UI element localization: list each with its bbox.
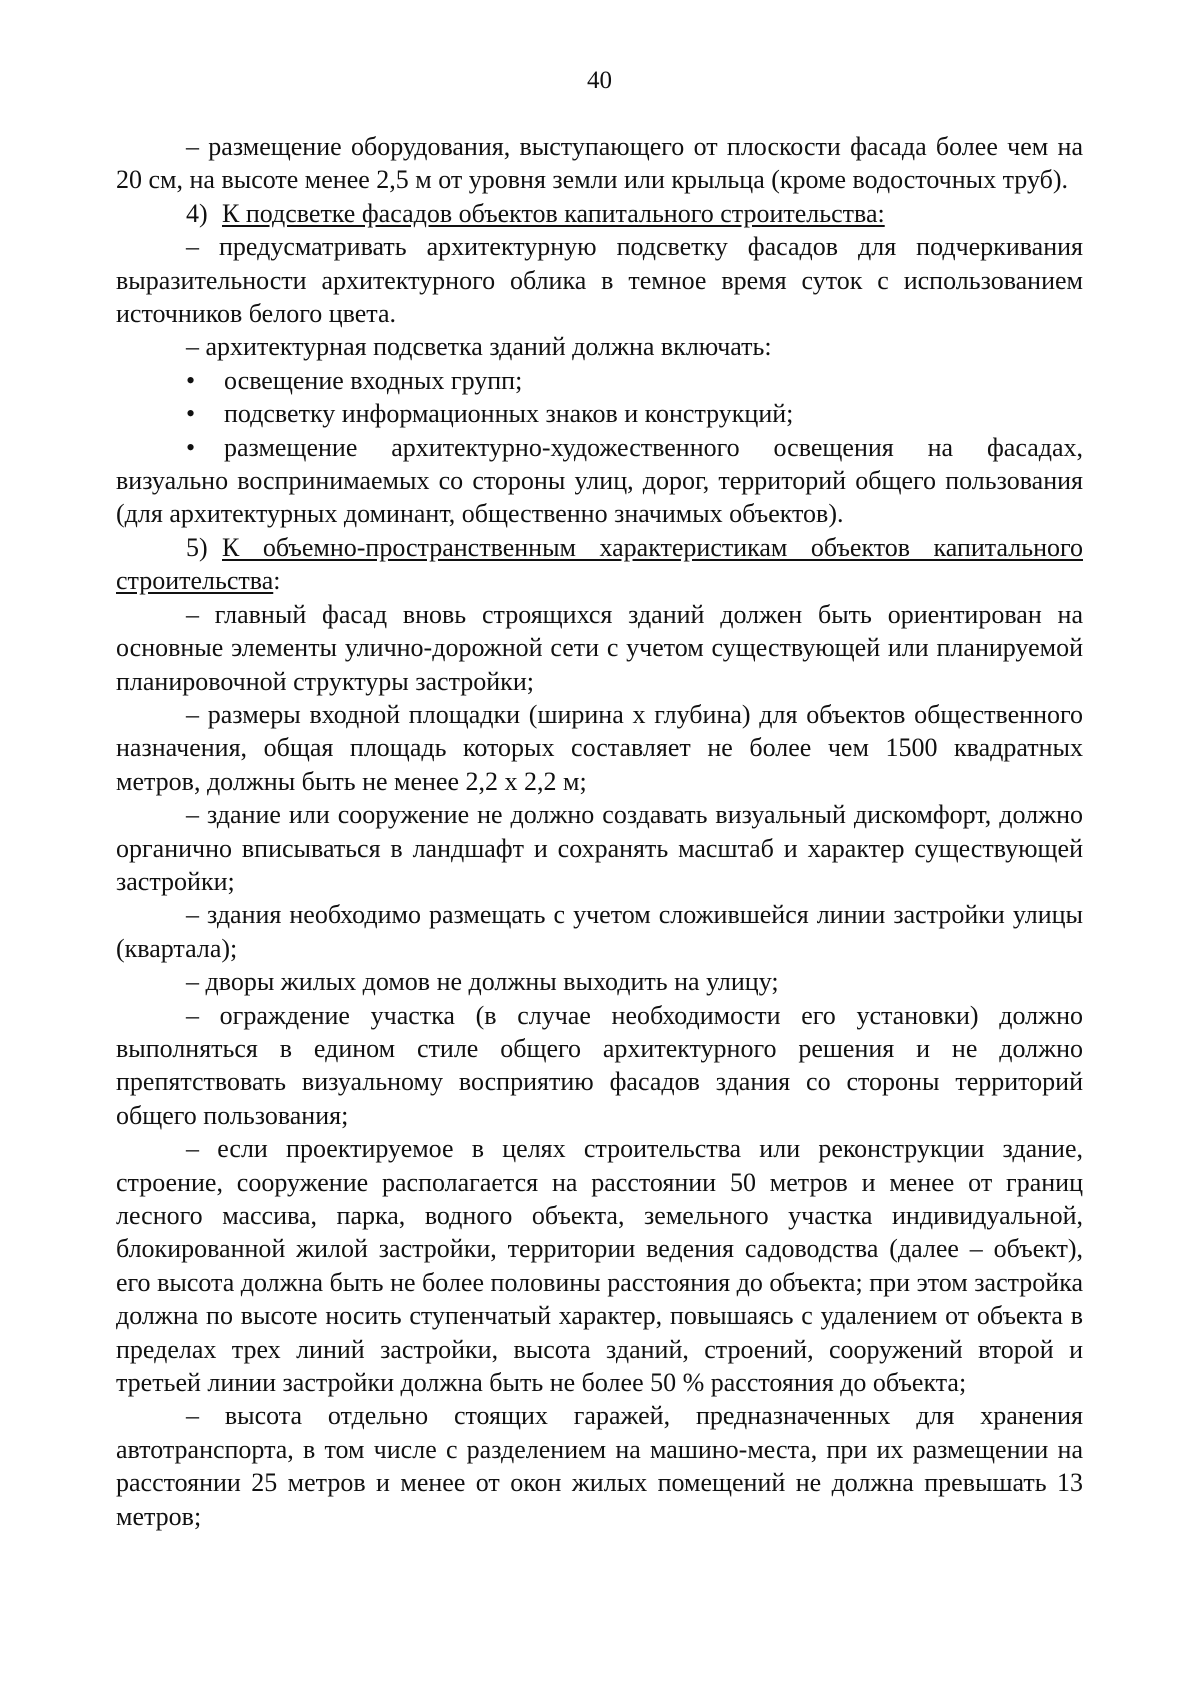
bullet-text: размещение архитектурно-художественного освещения на фасадах, визуально воспринимаемых со стороны улиц, дорог, территорий общего пользования (для архитектурных доминант, общественно значимых объектов).: [116, 432, 1083, 529]
paragraph-height-limit: – если проектируемое в целях строительства или реконструкции здание, строение, сооружение располагается на расстоянии 50 метров и менее от границ лесного массива, парка, водного объекта, земельного участка индивидуальной, блокированной жилой застройки, территории ведения садоводства (далее – объект), его высота должна быть не более половины расстояния до объекта; при этом застройка должна по высоте носить ступенчатый характер, повышаясь с удалением от объекта в пределах трех линий застройки, высота зданий, строений, сооружений второй и третьей линии застройки должна быть не более 50 % расстояния до объекта;: [116, 1134, 1083, 1398]
paragraph-lighting-requirement: – предусматривать архитектурную подсветку фасадов для подчеркивания выразительности архитектурного облика в темное время суток с использованием источников белого цвета.: [116, 232, 1083, 329]
paragraph-main-facade: – главный фасад вновь строящихся зданий должен быть ориентирован на основные элементы улично-дорожной сети с учетом существующей или планируемой планировочной структуры застройки;: [116, 599, 1083, 696]
section-number: 5): [186, 532, 208, 562]
bullet-icon: •: [186, 399, 196, 429]
paragraph-building-line: – здания необходимо размещать с учетом сложившейся линии застройки улицы (квартала);: [116, 900, 1083, 963]
section-number: 4): [186, 198, 208, 228]
section-title-tail: :: [273, 566, 281, 596]
bullet-icon: •: [186, 432, 196, 462]
section-title: К объемно-пространственным характеристикам объектов капитального строительства: [116, 532, 1083, 596]
paragraph-yards: – дворы жилых домов не должны выходить на улицу;: [186, 967, 779, 997]
section-title: К подсветке фасадов объектов капитального строительства:: [222, 198, 885, 228]
bullet-item: [116, 431, 1083, 531]
section-heading-5: [116, 531, 1083, 598]
bullet-text: освещение входных групп;: [224, 365, 523, 395]
paragraph-equipment-placement: – размещение оборудования, выступающего от плоскости фасада более чем на 20 см, на высоте менее 2,5 м от уровня земли или крыльца (кроме водосточных труб).: [116, 132, 1083, 195]
page-number: 40: [587, 67, 612, 94]
bullet-item: [116, 397, 1083, 430]
paragraph-visual-comfort: – здание или сооружение не должно создавать визуальный дискомфорт, должно органично вписываться в ландшафт и сохранять масштаб и характер существующей застройки;: [116, 800, 1083, 896]
paragraph-lighting-includes: – архитектурная подсветка зданий должна включать:: [186, 332, 772, 362]
section-heading-4: [116, 197, 1083, 230]
paragraph-garage-height: – высота отдельно стоящих гаражей, предназначенных для хранения автотранспорта, в том числе с разделением на машино-места, при их размещении на расстоянии 25 метров и менее от окон жилых помещений не должна превышать 13 метров;: [116, 1401, 1083, 1531]
bullet-text: подсветку информационных знаков и конструкций;: [224, 399, 794, 429]
document-page: [116, 64, 1083, 1533]
bullet-item: [116, 364, 1083, 397]
paragraph-fencing: – ограждение участка (в случае необходимости его установки) должно выполняться в едином стиле общего архитектурного решения и не должно препятствовать визуальному восприятию фасадов здания со стороны территорий общего пользования;: [116, 1000, 1083, 1130]
bullet-icon: •: [186, 365, 196, 395]
paragraph-entrance-size: – размеры входной площадки (ширина x глубина) для объектов общественного назначения, общая площадь которых составляет не более чем 1500 квадратных метров, должны быть не менее 2,2 x 2,2 м;: [116, 699, 1083, 796]
